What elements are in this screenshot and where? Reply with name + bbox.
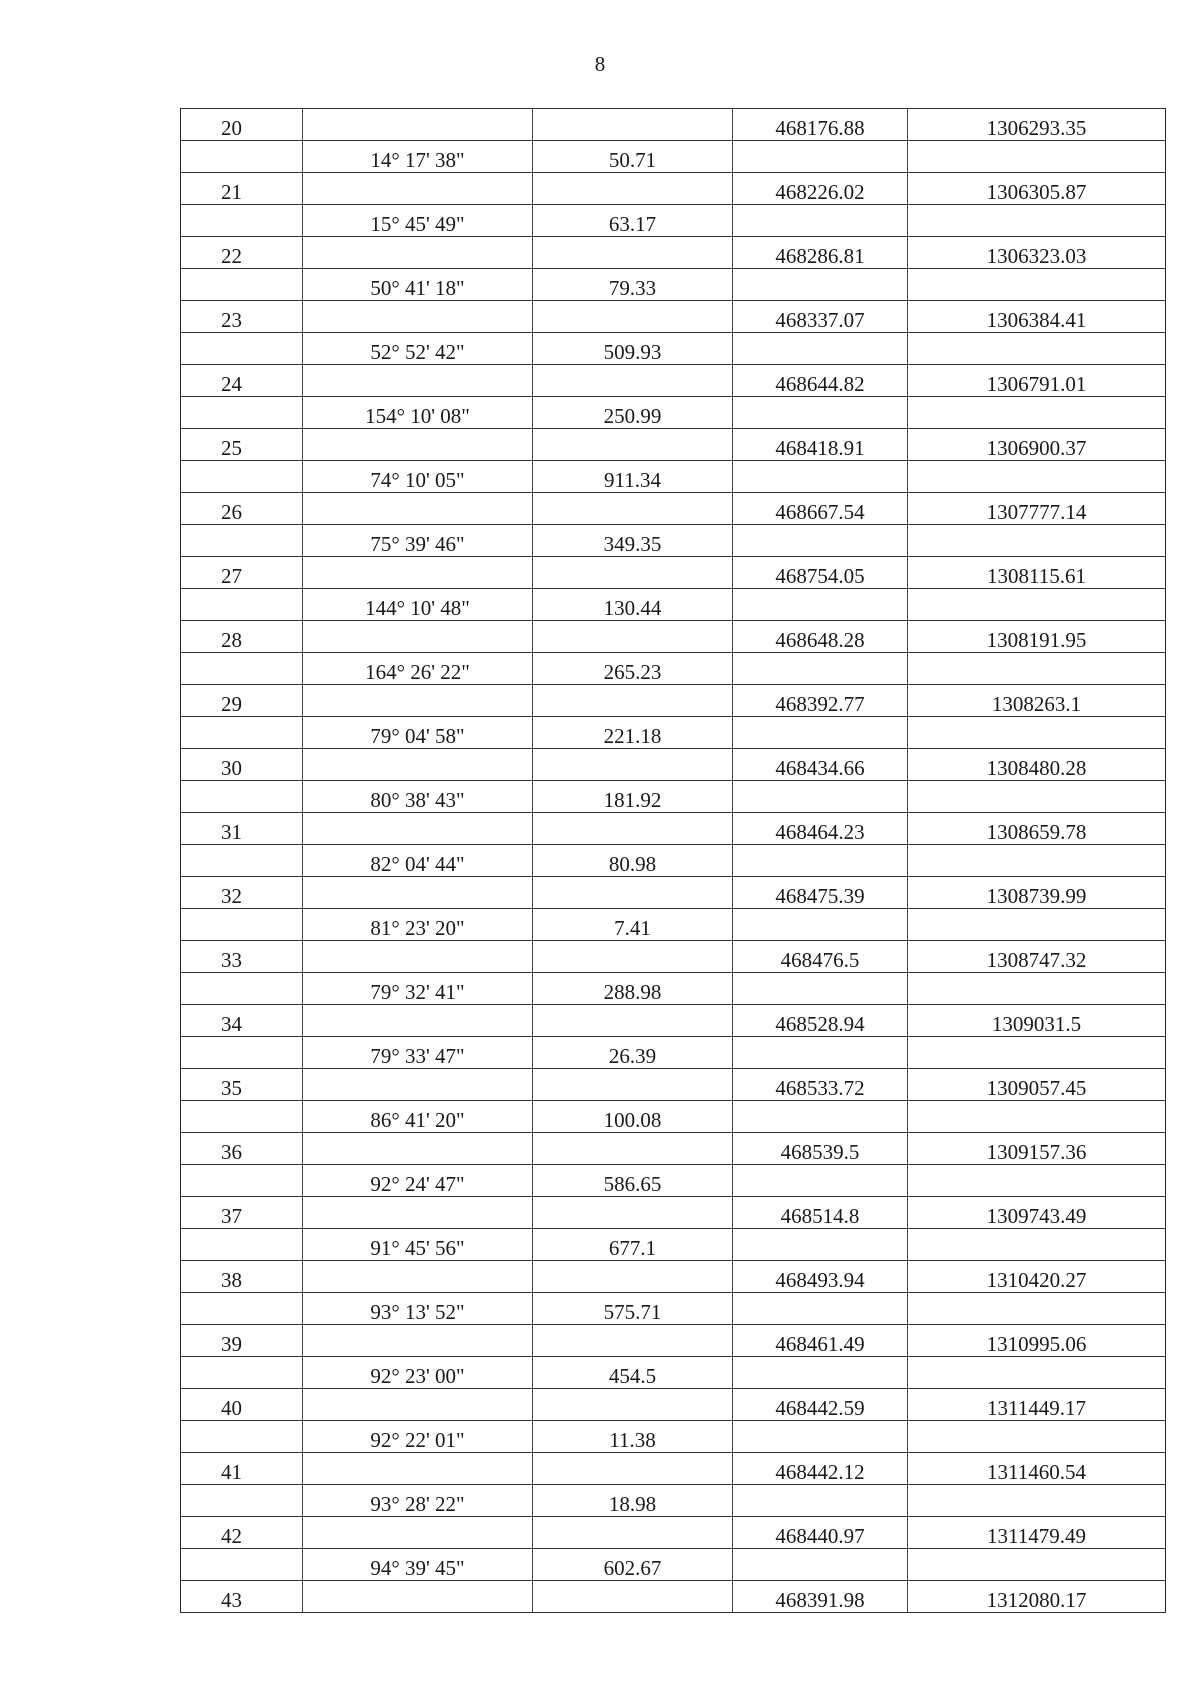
distance-cell — [533, 237, 733, 269]
y-coordinate-cell — [908, 717, 1166, 749]
point-number-cell — [181, 461, 303, 493]
y-coordinate-cell: 1308739.99 — [908, 877, 1166, 909]
x-coordinate-cell: 468442.59 — [733, 1389, 908, 1421]
x-coordinate-cell: 468644.82 — [733, 365, 908, 397]
point-number-cell: 34 — [181, 1005, 303, 1037]
bearing-cell — [303, 749, 533, 781]
point-number-cell: 22 — [181, 237, 303, 269]
bearing-cell: 92° 23' 00" — [303, 1357, 533, 1389]
bearing-cell: 82° 04' 44" — [303, 845, 533, 877]
point-number-cell — [181, 1229, 303, 1261]
y-coordinate-cell: 1310420.27 — [908, 1261, 1166, 1293]
x-coordinate-cell — [733, 461, 908, 493]
x-coordinate-cell — [733, 1165, 908, 1197]
x-coordinate-cell — [733, 845, 908, 877]
x-coordinate-cell: 468440.97 — [733, 1517, 908, 1549]
point-row — [181, 749, 1166, 781]
point-number-cell: 41 — [181, 1453, 303, 1485]
point-number-cell: 30 — [181, 749, 303, 781]
x-coordinate-cell — [733, 333, 908, 365]
point-number-cell — [181, 653, 303, 685]
x-coordinate-cell: 468648.28 — [733, 621, 908, 653]
segment-row — [181, 973, 1166, 1005]
bearing-cell — [303, 1133, 533, 1165]
x-coordinate-cell: 468754.05 — [733, 557, 908, 589]
point-number-cell — [181, 269, 303, 301]
y-coordinate-cell: 1306323.03 — [908, 237, 1166, 269]
bearing-cell — [303, 365, 533, 397]
segment-row — [181, 269, 1166, 301]
y-coordinate-cell — [908, 141, 1166, 173]
x-coordinate-cell: 468476.5 — [733, 941, 908, 973]
y-coordinate-cell — [908, 1357, 1166, 1389]
segment-row — [181, 1485, 1166, 1517]
point-number-cell: 38 — [181, 1261, 303, 1293]
y-coordinate-cell — [908, 781, 1166, 813]
x-coordinate-cell: 468514.8 — [733, 1197, 908, 1229]
y-coordinate-cell: 1308659.78 — [908, 813, 1166, 845]
distance-cell: 63.17 — [533, 205, 733, 237]
point-number-cell — [181, 1293, 303, 1325]
bearing-cell: 86° 41' 20" — [303, 1101, 533, 1133]
point-number-cell — [181, 973, 303, 1005]
point-row — [181, 1005, 1166, 1037]
point-number-cell — [181, 525, 303, 557]
x-coordinate-cell: 468226.02 — [733, 173, 908, 205]
x-coordinate-cell — [733, 1101, 908, 1133]
point-number-cell: 27 — [181, 557, 303, 589]
point-number-cell — [181, 717, 303, 749]
point-row — [181, 1261, 1166, 1293]
x-coordinate-cell: 468667.54 — [733, 493, 908, 525]
bearing-cell — [303, 941, 533, 973]
x-coordinate-cell: 468475.39 — [733, 877, 908, 909]
point-row — [181, 365, 1166, 397]
bearing-cell — [303, 493, 533, 525]
distance-cell — [533, 1133, 733, 1165]
bearing-cell: 79° 32' 41" — [303, 973, 533, 1005]
segment-row — [181, 397, 1166, 429]
x-coordinate-cell — [733, 525, 908, 557]
point-number-cell — [181, 141, 303, 173]
segment-row — [181, 333, 1166, 365]
segment-row — [181, 909, 1166, 941]
y-coordinate-cell: 1311479.49 — [908, 1517, 1166, 1549]
bearing-cell — [303, 877, 533, 909]
point-number-cell: 36 — [181, 1133, 303, 1165]
distance-cell — [533, 1325, 733, 1357]
point-number-cell — [181, 909, 303, 941]
bearing-cell — [303, 1005, 533, 1037]
point-number-cell — [181, 1037, 303, 1069]
y-coordinate-cell — [908, 845, 1166, 877]
y-coordinate-cell — [908, 973, 1166, 1005]
point-number-cell — [181, 1165, 303, 1197]
point-number-cell: 42 — [181, 1517, 303, 1549]
distance-cell — [533, 1453, 733, 1485]
distance-cell — [533, 1069, 733, 1101]
point-row — [181, 1197, 1166, 1229]
table-body — [181, 109, 1166, 1613]
point-row — [181, 1069, 1166, 1101]
distance-cell: 509.93 — [533, 333, 733, 365]
point-number-cell — [181, 1485, 303, 1517]
x-coordinate-cell: 468461.49 — [733, 1325, 908, 1357]
distance-cell: 454.5 — [533, 1357, 733, 1389]
segment-row — [181, 845, 1166, 877]
bearing-cell: 79° 33' 47" — [303, 1037, 533, 1069]
y-coordinate-cell: 1309157.36 — [908, 1133, 1166, 1165]
point-number-cell — [181, 397, 303, 429]
segment-row — [181, 141, 1166, 173]
y-coordinate-cell: 1306305.87 — [908, 173, 1166, 205]
bearing-cell — [303, 1389, 533, 1421]
distance-cell: 50.71 — [533, 141, 733, 173]
distance-cell: 100.08 — [533, 1101, 733, 1133]
y-coordinate-cell — [908, 461, 1166, 493]
bearing-cell: 81° 23' 20" — [303, 909, 533, 941]
point-row — [181, 813, 1166, 845]
point-row — [181, 301, 1166, 333]
point-number-cell — [181, 845, 303, 877]
y-coordinate-cell: 1307777.14 — [908, 493, 1166, 525]
point-row — [181, 237, 1166, 269]
point-row — [181, 1581, 1166, 1613]
x-coordinate-cell — [733, 589, 908, 621]
segment-row — [181, 1229, 1166, 1261]
bearing-cell: 94° 39' 45" — [303, 1549, 533, 1581]
segment-row — [181, 717, 1166, 749]
x-coordinate-cell — [733, 205, 908, 237]
point-number-cell — [181, 589, 303, 621]
point-row — [181, 493, 1166, 525]
bearing-cell — [303, 1453, 533, 1485]
bearing-cell — [303, 173, 533, 205]
point-row — [181, 1133, 1166, 1165]
point-number-cell: 26 — [181, 493, 303, 525]
point-row — [181, 621, 1166, 653]
bearing-cell: 52° 52' 42" — [303, 333, 533, 365]
segment-row — [181, 589, 1166, 621]
x-coordinate-cell — [733, 397, 908, 429]
point-row — [181, 1453, 1166, 1485]
y-coordinate-cell — [908, 1293, 1166, 1325]
distance-cell — [533, 301, 733, 333]
distance-cell — [533, 1005, 733, 1037]
y-coordinate-cell — [908, 1549, 1166, 1581]
page-number: 8 — [594, 52, 606, 76]
distance-cell: 181.92 — [533, 781, 733, 813]
x-coordinate-cell — [733, 1357, 908, 1389]
distance-cell: 130.44 — [533, 589, 733, 621]
bearing-cell — [303, 813, 533, 845]
distance-cell — [533, 109, 733, 141]
distance-cell: 349.35 — [533, 525, 733, 557]
distance-cell — [533, 493, 733, 525]
y-coordinate-cell — [908, 205, 1166, 237]
survey-coordinates-table — [180, 108, 1166, 1613]
bearing-cell: 50° 41' 18" — [303, 269, 533, 301]
bearing-cell — [303, 301, 533, 333]
x-coordinate-cell: 468533.72 — [733, 1069, 908, 1101]
distance-cell — [533, 365, 733, 397]
y-coordinate-cell — [908, 333, 1166, 365]
bearing-cell: 74° 10' 05" — [303, 461, 533, 493]
distance-cell — [533, 557, 733, 589]
bearing-cell: 92° 24' 47" — [303, 1165, 533, 1197]
point-number-cell: 29 — [181, 685, 303, 717]
point-number-cell: 24 — [181, 365, 303, 397]
distance-cell: 11.38 — [533, 1421, 733, 1453]
y-coordinate-cell: 1306384.41 — [908, 301, 1166, 333]
segment-row — [181, 525, 1166, 557]
y-coordinate-cell — [908, 653, 1166, 685]
x-coordinate-cell — [733, 1229, 908, 1261]
bearing-cell — [303, 621, 533, 653]
segment-row — [181, 461, 1166, 493]
distance-cell — [533, 749, 733, 781]
bearing-cell: 93° 28' 22" — [303, 1485, 533, 1517]
point-row — [181, 1325, 1166, 1357]
point-number-cell: 37 — [181, 1197, 303, 1229]
x-coordinate-cell — [733, 1037, 908, 1069]
segment-row — [181, 1293, 1166, 1325]
point-number-cell: 23 — [181, 301, 303, 333]
point-number-cell: 28 — [181, 621, 303, 653]
bearing-cell — [303, 1581, 533, 1613]
y-coordinate-cell — [908, 397, 1166, 429]
y-coordinate-cell: 1309057.45 — [908, 1069, 1166, 1101]
x-coordinate-cell: 468337.07 — [733, 301, 908, 333]
segment-row — [181, 1549, 1166, 1581]
x-coordinate-cell: 468418.91 — [733, 429, 908, 461]
y-coordinate-cell: 1309743.49 — [908, 1197, 1166, 1229]
y-coordinate-cell — [908, 269, 1166, 301]
bearing-cell: 15° 45' 49" — [303, 205, 533, 237]
point-number-cell: 35 — [181, 1069, 303, 1101]
bearing-cell: 154° 10' 08" — [303, 397, 533, 429]
x-coordinate-cell — [733, 717, 908, 749]
distance-cell — [533, 813, 733, 845]
y-coordinate-cell: 1308115.61 — [908, 557, 1166, 589]
point-number-cell — [181, 205, 303, 237]
y-coordinate-cell: 1309031.5 — [908, 1005, 1166, 1037]
bearing-cell: 93° 13' 52" — [303, 1293, 533, 1325]
y-coordinate-cell: 1308191.95 — [908, 621, 1166, 653]
bearing-cell: 79° 04' 58" — [303, 717, 533, 749]
point-number-cell: 39 — [181, 1325, 303, 1357]
x-coordinate-cell: 468464.23 — [733, 813, 908, 845]
distance-cell — [533, 1197, 733, 1229]
x-coordinate-cell — [733, 269, 908, 301]
bearing-cell — [303, 685, 533, 717]
distance-cell — [533, 685, 733, 717]
segment-row — [181, 1165, 1166, 1197]
distance-cell: 677.1 — [533, 1229, 733, 1261]
segment-row — [181, 1037, 1166, 1069]
x-coordinate-cell — [733, 1421, 908, 1453]
segment-row — [181, 1101, 1166, 1133]
x-coordinate-cell: 468392.77 — [733, 685, 908, 717]
point-row — [181, 109, 1166, 141]
distance-cell: 265.23 — [533, 653, 733, 685]
distance-cell: 79.33 — [533, 269, 733, 301]
distance-cell: 7.41 — [533, 909, 733, 941]
distance-cell: 575.71 — [533, 1293, 733, 1325]
point-number-cell: 25 — [181, 429, 303, 461]
x-coordinate-cell — [733, 1293, 908, 1325]
x-coordinate-cell — [733, 909, 908, 941]
x-coordinate-cell: 468434.66 — [733, 749, 908, 781]
y-coordinate-cell — [908, 525, 1166, 557]
y-coordinate-cell: 1310995.06 — [908, 1325, 1166, 1357]
distance-cell: 18.98 — [533, 1485, 733, 1517]
distance-cell — [533, 173, 733, 205]
segment-row — [181, 1357, 1166, 1389]
point-number-cell — [181, 1357, 303, 1389]
point-row — [181, 429, 1166, 461]
bearing-cell — [303, 1517, 533, 1549]
y-coordinate-cell: 1308480.28 — [908, 749, 1166, 781]
bearing-cell: 91° 45' 56" — [303, 1229, 533, 1261]
bearing-cell: 14° 17' 38" — [303, 141, 533, 173]
distance-cell: 26.39 — [533, 1037, 733, 1069]
segment-row — [181, 1421, 1166, 1453]
distance-cell — [533, 877, 733, 909]
distance-cell: 586.65 — [533, 1165, 733, 1197]
y-coordinate-cell: 1311449.17 — [908, 1389, 1166, 1421]
point-number-cell: 32 — [181, 877, 303, 909]
bearing-cell: 92° 22' 01" — [303, 1421, 533, 1453]
y-coordinate-cell: 1308263.1 — [908, 685, 1166, 717]
y-coordinate-cell — [908, 1037, 1166, 1069]
segment-row — [181, 653, 1166, 685]
bearing-cell — [303, 557, 533, 589]
distance-cell — [533, 1581, 733, 1613]
point-number-cell — [181, 333, 303, 365]
x-coordinate-cell — [733, 781, 908, 813]
bearing-cell — [303, 237, 533, 269]
point-number-cell: 40 — [181, 1389, 303, 1421]
distance-cell — [533, 1261, 733, 1293]
y-coordinate-cell — [908, 589, 1166, 621]
distance-cell — [533, 621, 733, 653]
x-coordinate-cell — [733, 141, 908, 173]
bearing-cell — [303, 1261, 533, 1293]
point-number-cell: 20 — [181, 109, 303, 141]
point-number-cell: 31 — [181, 813, 303, 845]
distance-cell: 221.18 — [533, 717, 733, 749]
distance-cell: 602.67 — [533, 1549, 733, 1581]
x-coordinate-cell: 468539.5 — [733, 1133, 908, 1165]
x-coordinate-cell — [733, 973, 908, 1005]
x-coordinate-cell: 468286.81 — [733, 237, 908, 269]
point-number-cell — [181, 1101, 303, 1133]
y-coordinate-cell: 1311460.54 — [908, 1453, 1166, 1485]
bearing-cell: 164° 26' 22" — [303, 653, 533, 685]
point-row — [181, 173, 1166, 205]
x-coordinate-cell: 468493.94 — [733, 1261, 908, 1293]
distance-cell: 911.34 — [533, 461, 733, 493]
y-coordinate-cell: 1306791.01 — [908, 365, 1166, 397]
bearing-cell — [303, 109, 533, 141]
x-coordinate-cell — [733, 1549, 908, 1581]
x-coordinate-cell: 468391.98 — [733, 1581, 908, 1613]
distance-cell: 250.99 — [533, 397, 733, 429]
point-row — [181, 1517, 1166, 1549]
point-row — [181, 685, 1166, 717]
y-coordinate-cell: 1306900.37 — [908, 429, 1166, 461]
y-coordinate-cell — [908, 1485, 1166, 1517]
x-coordinate-cell: 468528.94 — [733, 1005, 908, 1037]
x-coordinate-cell — [733, 1485, 908, 1517]
distance-cell: 288.98 — [533, 973, 733, 1005]
x-coordinate-cell: 468442.12 — [733, 1453, 908, 1485]
bearing-cell: 75° 39' 46" — [303, 525, 533, 557]
bearing-cell — [303, 1197, 533, 1229]
y-coordinate-cell: 1312080.17 — [908, 1581, 1166, 1613]
x-coordinate-cell: 468176.88 — [733, 109, 908, 141]
x-coordinate-cell — [733, 653, 908, 685]
distance-cell: 80.98 — [533, 845, 733, 877]
bearing-cell — [303, 1069, 533, 1101]
bearing-cell: 144° 10' 48" — [303, 589, 533, 621]
point-number-cell — [181, 1549, 303, 1581]
point-number-cell — [181, 781, 303, 813]
y-coordinate-cell — [908, 1229, 1166, 1261]
segment-row — [181, 205, 1166, 237]
bearing-cell — [303, 1325, 533, 1357]
point-number-cell: 21 — [181, 173, 303, 205]
y-coordinate-cell: 1306293.35 — [908, 109, 1166, 141]
y-coordinate-cell — [908, 1165, 1166, 1197]
y-coordinate-cell: 1308747.32 — [908, 941, 1166, 973]
distance-cell — [533, 941, 733, 973]
point-row — [181, 941, 1166, 973]
bearing-cell: 80° 38' 43" — [303, 781, 533, 813]
point-row — [181, 557, 1166, 589]
distance-cell — [533, 1389, 733, 1421]
y-coordinate-cell — [908, 1101, 1166, 1133]
point-row — [181, 877, 1166, 909]
y-coordinate-cell — [908, 909, 1166, 941]
point-number-cell: 43 — [181, 1581, 303, 1613]
point-number-cell: 33 — [181, 941, 303, 973]
point-row — [181, 1389, 1166, 1421]
y-coordinate-cell — [908, 1421, 1166, 1453]
point-number-cell — [181, 1421, 303, 1453]
distance-cell — [533, 429, 733, 461]
bearing-cell — [303, 429, 533, 461]
segment-row — [181, 781, 1166, 813]
distance-cell — [533, 1517, 733, 1549]
